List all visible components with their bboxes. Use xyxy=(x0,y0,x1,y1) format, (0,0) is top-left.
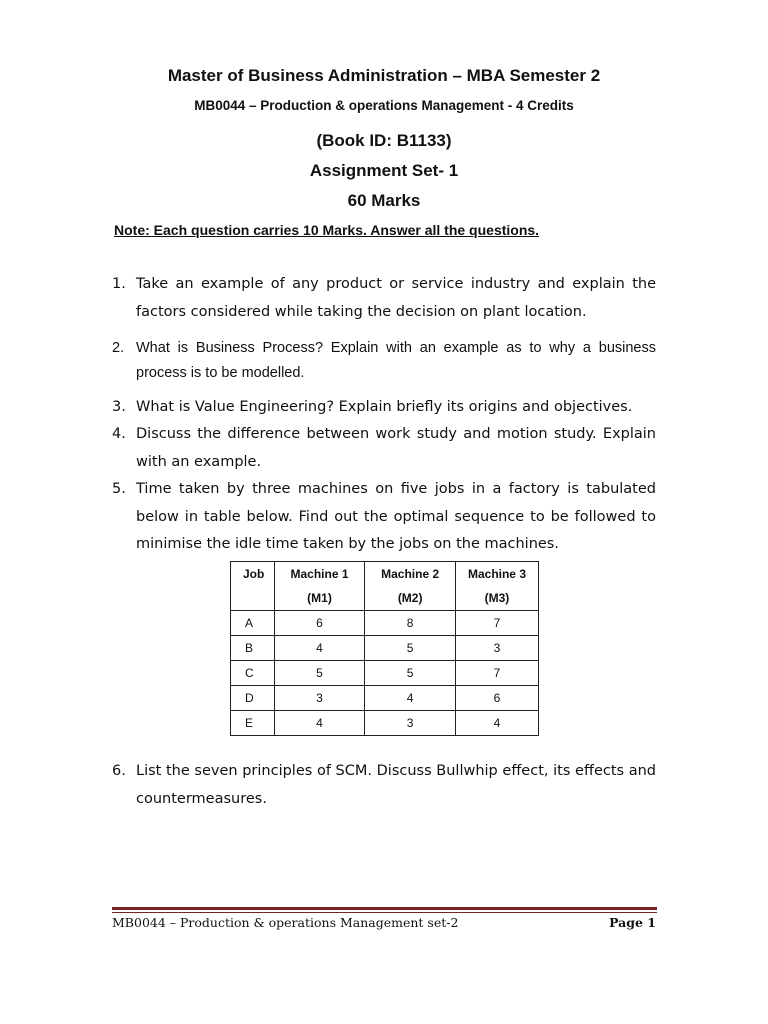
table-cell: 6 xyxy=(274,611,365,636)
question-number: 4. xyxy=(112,426,126,442)
job-cell: A xyxy=(231,611,275,636)
footer-rule-thin xyxy=(112,912,657,913)
job-cell: D xyxy=(231,686,275,711)
column-header-machine-3: Machine 3 (M3) xyxy=(455,562,538,611)
question-number: 6. xyxy=(112,763,126,779)
column-header-machine-2: Machine 2 (M2) xyxy=(365,562,456,611)
table-row xyxy=(231,711,539,736)
table-cell: 5 xyxy=(274,661,365,686)
table-cell: 4 xyxy=(274,711,365,736)
question-text: Time taken by three machines on five jobs in a factory is tabulated below in table below. Find out the optimal sequence to be followed to minimise the idle time taken by the jobs on the machines. xyxy=(136,481,656,552)
table-cell: 4 xyxy=(365,686,456,711)
question-number: 3. xyxy=(112,399,126,415)
table-cell: 5 xyxy=(365,636,456,661)
question-number: 1. xyxy=(112,276,126,292)
footer-course-label: MB0044 – Production & operations Management set-2 xyxy=(112,915,459,930)
question-3 xyxy=(112,394,656,422)
book-id: (Book ID: B1133) xyxy=(316,131,452,150)
table-cell: 4 xyxy=(455,711,538,736)
table-cell: 7 xyxy=(455,661,538,686)
question-number: 5. xyxy=(112,481,126,497)
table-cell: 8 xyxy=(365,611,456,636)
question-6 xyxy=(112,758,656,813)
total-marks: 60 Marks xyxy=(347,191,421,210)
table-cell: 6 xyxy=(455,686,538,711)
instructions-note: Note: Each question carries 10 Marks. Answer all the questions. xyxy=(114,222,540,238)
column-header-machine-1: Machine 1 (M1) xyxy=(274,562,365,611)
footer-rule-thick xyxy=(112,907,657,910)
table-row xyxy=(231,686,539,711)
question-1 xyxy=(112,271,656,326)
table-row xyxy=(231,611,539,636)
job-cell: E xyxy=(231,711,275,736)
question-number: 2. xyxy=(112,340,125,356)
machine-time-table xyxy=(230,561,539,736)
question-text: Discuss the difference between work study and motion study. Explain with an example. xyxy=(136,426,656,470)
question-text: What is Value Engineering? Explain briefly its origins and objectives. xyxy=(136,399,633,415)
question-text: List the seven principles of SCM. Discuss Bullwhip effect, its effects and countermeasures. xyxy=(136,763,656,807)
question-4 xyxy=(112,421,656,476)
assignment-set: Assignment Set- 1 xyxy=(309,161,459,180)
question-5 xyxy=(112,476,656,559)
question-2 xyxy=(112,336,656,386)
table-cell: 4 xyxy=(274,636,365,661)
page-number: Page 1 xyxy=(609,915,656,930)
table-cell: 3 xyxy=(455,636,538,661)
table-header-row xyxy=(231,562,539,611)
column-header-job: Job xyxy=(231,562,275,611)
course-subtitle: MB0044 – Production & operations Management - 4 Credits xyxy=(194,98,574,113)
document-title: Master of Business Administration – MBA Semester 2 xyxy=(167,66,601,85)
question-text: What is Business Process? Explain with an example as to why a business process is to be modelled. xyxy=(136,340,656,381)
table-row xyxy=(231,636,539,661)
job-cell: C xyxy=(231,661,275,686)
table-row xyxy=(231,661,539,686)
table-cell: 3 xyxy=(365,711,456,736)
table-cell: 5 xyxy=(365,661,456,686)
table-cell: 3 xyxy=(274,686,365,711)
table-cell: 7 xyxy=(455,611,538,636)
question-text: Take an example of any product or service industry and explain the factors considered while taking the decision on plant location. xyxy=(136,276,656,320)
job-cell: B xyxy=(231,636,275,661)
